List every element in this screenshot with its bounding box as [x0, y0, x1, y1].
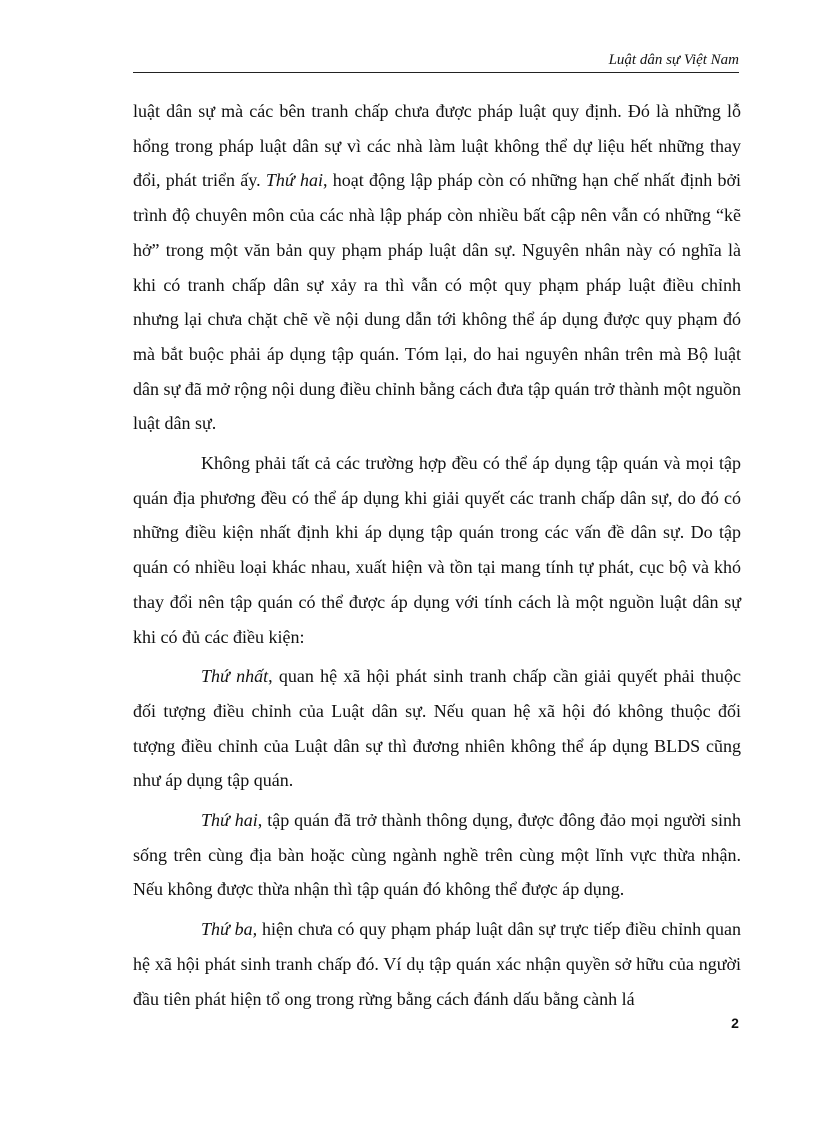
- running-header: Luật dân sự Việt Nam: [133, 50, 739, 73]
- page-number: 2: [731, 1015, 739, 1031]
- paragraph-3: [133, 659, 741, 798]
- paragraph-1: [133, 94, 741, 441]
- paragraph-1-text: luật dân sự mà các bên tranh chấp chưa được pháp luật quy định. Đó là những lỗ hổng trong pháp luật dân sự vì các nhà làm luật không thể dự liệu hết những thay đổi, phát triển ấy.: [133, 101, 741, 191]
- paragraph-5: [133, 912, 741, 1016]
- paragraph-4: [133, 803, 741, 907]
- paragraph-5-emphasis: Thứ ba,: [201, 919, 258, 940]
- paragraph-3-emphasis: Thứ nhất: [201, 666, 269, 687]
- paragraph-5-rest: hiện chưa có quy phạm pháp luật dân sự trực tiếp điều chỉnh quan hệ xã hội phát sinh tranh chấp đó. Ví dụ tập quán xác nhận quyền sở hữu của người đầu tiên phát hiện tổ ong trong rừng bằng cách đánh dấu bằng cành lá: [133, 919, 742, 1009]
- paragraph-4-emphasis: Thứ hai: [201, 810, 258, 831]
- body-text: [133, 94, 741, 1016]
- paragraph-2: Không phải tất cả các trường hợp đều có thể áp dụng tập quán và mọi tập quán địa phương đều có thể áp dụng khi giải quyết các tranh chấp dân sự, do đó có những điều kiện nhất định khi áp dụng tập quán trong các vấn đề dân sự. Do tập quán có nhiều loại khác nhau, xuất hiện và tồn tại mang tính tự phát, cục bộ và khó thay đổi nên tập quán có thể được áp dụng với tính cách là một nguồn luật dân sự khi có đủ các điều kiện:: [133, 453, 741, 647]
- paragraph-1-emphasis: Thứ hai: [265, 170, 324, 191]
- paragraph-3-rest: , quan hệ xã hội phát sinh tranh chấp cần giải quyết phải thuộc đối tượng điều chỉnh của Luật dân sự. Nếu quan hệ xã hội đó không thuộc đối tượng điều chỉnh của Luật dân sự thì đương nhiên không thể áp dụng BLDS cũng như áp dụng tập quán.: [133, 666, 741, 791]
- paragraph-1-rest: , hoạt động lập pháp còn có những hạn chế nhất định bởi trình độ chuyên môn của các nhà lập pháp còn nhiều bất cập nên vẫn có những “kẽ hở” trong một văn bản quy phạm pháp luật dân sự. Nguyên nhân này có nghĩa là khi có tranh chấp dân sự xảy ra thì vẫn có một quy phạm pháp luật điều chỉnh nhưng lại chưa chặt chẽ về nội dung dẫn tới không thể áp dụng được quy phạm đó mà bắt buộc phải áp dụng tập quán. Tóm lại, do hai nguyên nhân trên mà Bộ luật dân sự đã mở rộng nội dung điều chỉnh bằng cách đưa tập quán trở thành một nguồn luật dân sự.: [133, 170, 741, 434]
- paragraph-4-rest: , tập quán đã trở thành thông dụng, được đông đảo mọi người sinh sống trên cùng địa bàn hoặc cùng ngành nghề trên cùng một lĩnh vực thừa nhận. Nếu không được thừa nhận thì tập quán đó không thể được áp dụng.: [133, 810, 741, 900]
